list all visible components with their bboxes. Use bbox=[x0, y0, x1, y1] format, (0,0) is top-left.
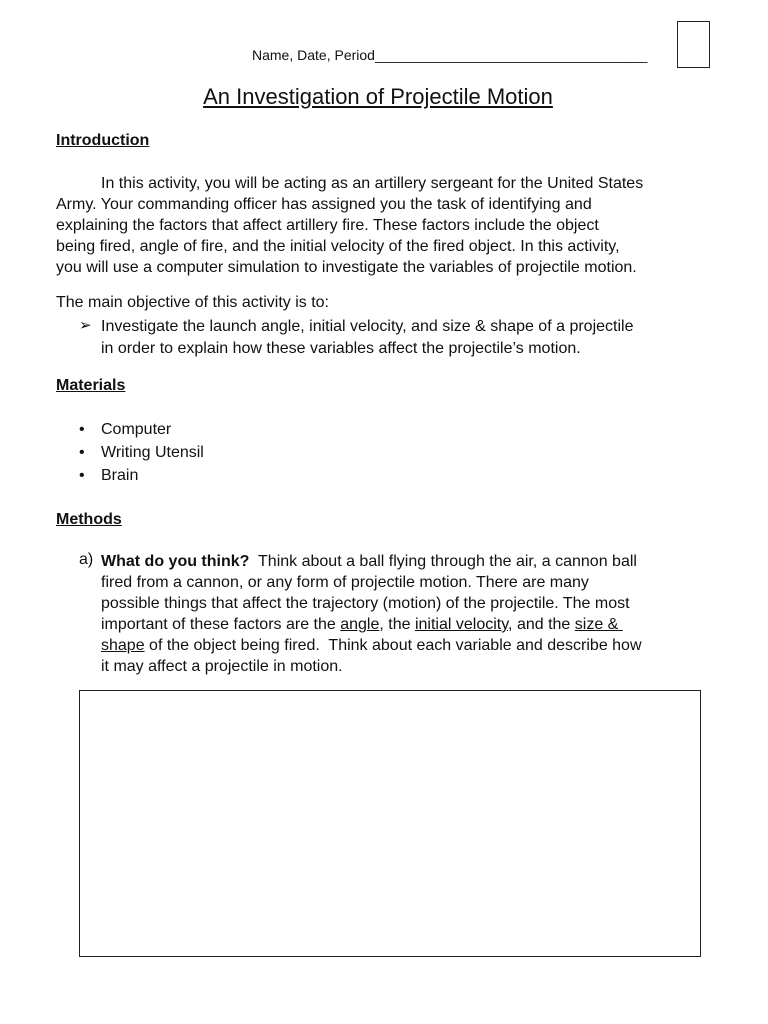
angle-term: angle bbox=[340, 616, 380, 633]
prompt-line: fired from a cannon, or any form of projectile motion. There are many bbox=[101, 574, 589, 591]
initial-velocity-term: initial velocity bbox=[414, 616, 509, 633]
bullet-icon: • bbox=[79, 444, 85, 461]
objective-label: The main objective of this activity is to: bbox=[56, 294, 329, 311]
prompt-line bbox=[101, 551, 711, 572]
intro-line: you will use a computer simulation to investigate the variables of projectile motion. bbox=[56, 259, 637, 276]
prompt-text: , and the bbox=[508, 616, 575, 633]
introduction-paragraph bbox=[56, 173, 706, 278]
method-a-prompt bbox=[101, 551, 711, 677]
intro-line: In this activity, you will be acting as an artillery sergeant for the United States bbox=[101, 175, 644, 192]
material-label: Writing Utensil bbox=[101, 444, 204, 461]
prompt-text: , the bbox=[379, 616, 415, 633]
prompt-text: of the object being fired. Think about each variable and describe how bbox=[144, 637, 642, 654]
material-label: Computer bbox=[101, 421, 172, 438]
shape-term: shape bbox=[101, 637, 145, 654]
introduction-heading: Introduction bbox=[56, 132, 150, 149]
objective-item bbox=[101, 316, 721, 360]
prompt-text: Think about a ball flying through the air, a cannon ball bbox=[249, 553, 637, 570]
bullet-icon: • bbox=[79, 421, 85, 438]
material-label: Brain bbox=[101, 467, 139, 484]
intro-line: Army. Your commanding officer has assigned you the task of identifying and bbox=[56, 196, 592, 213]
prompt-text: important of these factors are the bbox=[101, 616, 341, 633]
intro-line: being fired, angle of fire, and the initial velocity of the fired object. In this activity, bbox=[56, 238, 620, 255]
arrow-bullet-icon: ➢ bbox=[79, 317, 92, 334]
prompt-line bbox=[101, 635, 711, 656]
prompt-bold-lead: What do you think? bbox=[101, 553, 250, 570]
intro-line: explaining the factors that affect artillery fire. These factors include the object bbox=[56, 217, 599, 234]
materials-heading: Materials bbox=[56, 377, 126, 394]
material-item bbox=[79, 467, 138, 485]
methods-heading: Methods bbox=[56, 511, 122, 528]
corner-box bbox=[677, 21, 710, 68]
objective-line: in order to explain how these variables affect the projectile’s motion. bbox=[101, 340, 581, 357]
bullet-icon: • bbox=[79, 467, 85, 484]
prompt-line bbox=[101, 614, 711, 635]
prompt-line: possible things that affect the trajectory (motion) of the projectile. The most bbox=[101, 595, 630, 612]
size-term: size & bbox=[574, 616, 623, 633]
objective-line: Investigate the launch angle, initial velocity, and size & shape of a projectile bbox=[101, 318, 634, 335]
answer-box[interactable] bbox=[79, 690, 701, 957]
material-item bbox=[79, 444, 204, 462]
method-a-marker: a) bbox=[79, 551, 94, 568]
document-title: An Investigation of Projectile Motion bbox=[203, 84, 553, 109]
name-date-period-line[interactable]: Name, Date, Period___________________________________ bbox=[252, 47, 648, 63]
prompt-line: it may affect a projectile in motion. bbox=[101, 658, 343, 675]
material-item bbox=[79, 421, 171, 439]
